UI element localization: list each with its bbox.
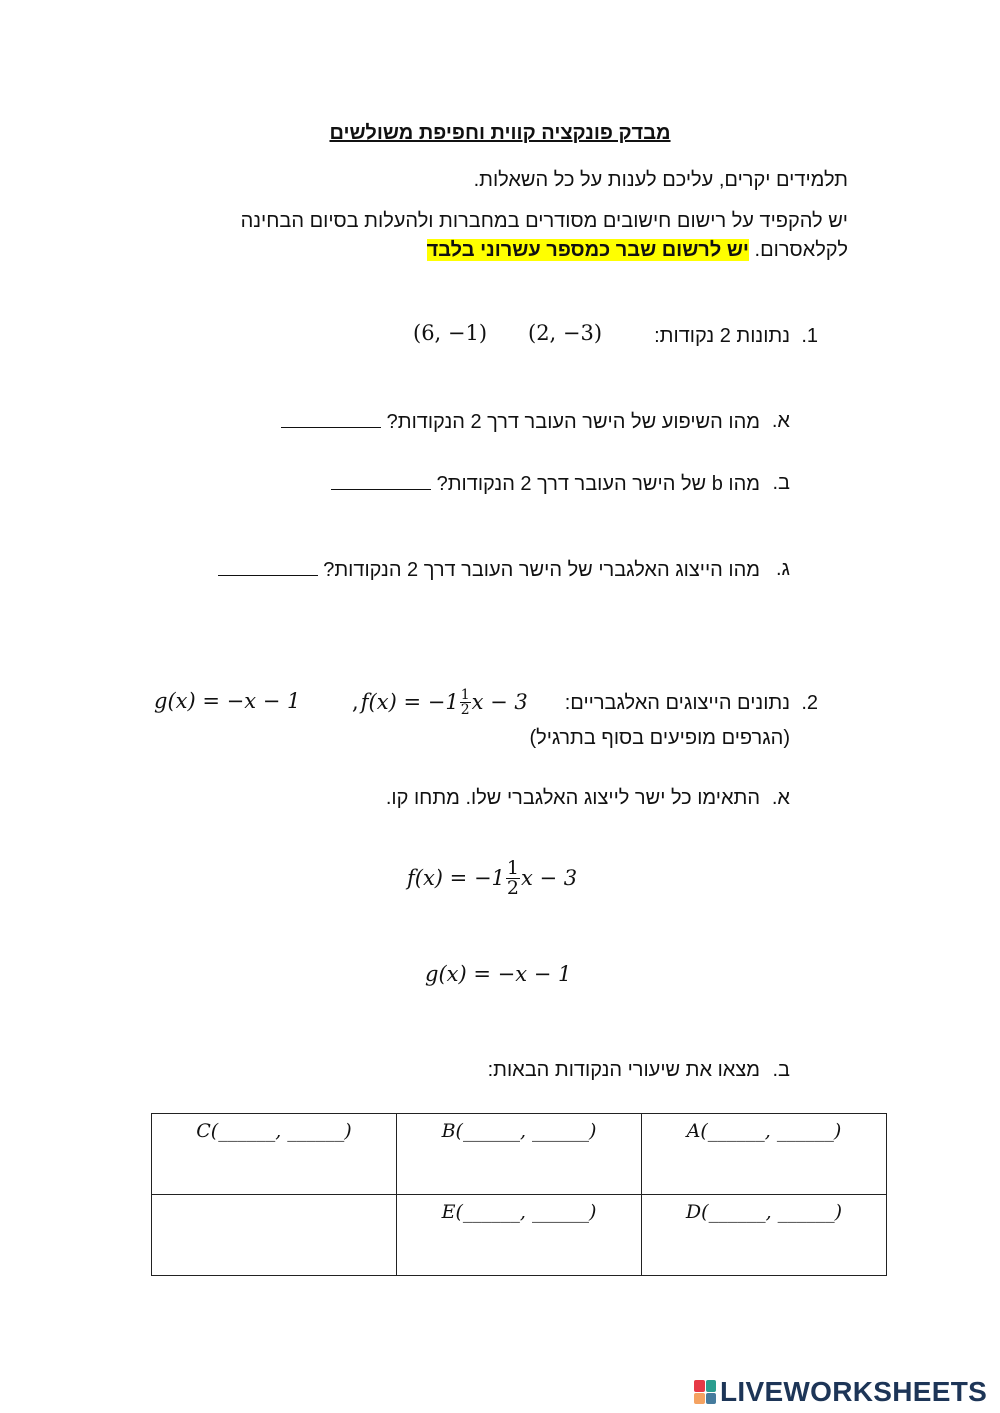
logo-square-1: [694, 1380, 705, 1392]
q1b-row: [331, 469, 760, 498]
q1c-answer-input[interactable]: [218, 555, 318, 576]
q2-f-formula[interactable]: [407, 850, 577, 906]
point-e-cell[interactable]: [397, 1195, 642, 1276]
logo-square-2: [706, 1380, 717, 1392]
q1b-answer-input[interactable]: [331, 469, 431, 490]
instruction-classroom: לקלאסרום.: [754, 239, 848, 261]
decimal-highlight: יש לרשום שבר כמספר עשרוני בלבד: [426, 239, 749, 261]
q2a-label: א.: [771, 787, 790, 809]
q2-number: 2.: [801, 692, 818, 714]
q1b-label: ב.: [772, 472, 790, 494]
table-row: [152, 1195, 887, 1276]
q2-f-inline-rhs: x − 3: [471, 690, 528, 714]
q2-f-formula-rhs: x − 3: [521, 866, 578, 890]
points-table: [151, 1113, 887, 1276]
logo-text: LIVEWORKSHEETS: [720, 1376, 988, 1407]
q1a-text: מהו השיפוע של הישר העובר דרך 2 הנקודות?: [386, 411, 760, 433]
instruction-line-1: יש להקפיד על רישום חישובים מסודרים במחברות ולהעלות בסיום הבחינה: [240, 210, 848, 232]
logo-icon: [694, 1380, 716, 1404]
q1c-label: ג.: [775, 558, 790, 580]
q2-f-inline-den: 2: [460, 701, 470, 718]
point-a-cell[interactable]: [642, 1114, 887, 1195]
q2b-label: ב.: [772, 1059, 790, 1081]
empty-cell: [152, 1195, 397, 1276]
q1-number: 1.: [801, 325, 818, 347]
q2-note: (הגרפים מופיעים בסוף בתרגיל): [529, 727, 790, 749]
table-row: [152, 1114, 887, 1195]
q2-f-formula-num: 1: [506, 856, 519, 879]
q1a-row: [281, 407, 760, 436]
logo-square-3: [694, 1393, 705, 1405]
logo-square-4: [706, 1393, 717, 1405]
q1a-label: א.: [771, 410, 790, 432]
q2b-text: מצאו את שיעורי הנקודות הבאות:: [487, 1059, 760, 1081]
point-a-input[interactable]: A(______, ______): [686, 1120, 842, 1142]
point-e-input[interactable]: E(______, ______): [441, 1201, 597, 1223]
q1-point-1: (2, −3): [528, 321, 603, 345]
q2-g-inline: g(x) = −x − 1: [154, 689, 301, 713]
q2-f-inline-num: 1: [460, 686, 470, 703]
q1a-answer-input[interactable]: [281, 407, 381, 428]
point-b-cell[interactable]: [397, 1114, 642, 1195]
q1-point-2: (6, −1): [413, 321, 488, 345]
q2-f-formula-den: 2: [506, 876, 519, 899]
q2-f-formula-lhs: f(x) = −1: [407, 866, 505, 890]
q2-f-inline: , f(x) = −1 $\frac{1}{2}$ x − 3: [352, 686, 528, 718]
q1c-text: מהו הייצוג האלגברי של הישר העובר דרך 2 הנקודות?: [323, 559, 760, 581]
point-d-cell[interactable]: [642, 1195, 887, 1276]
q1-text: נתונות 2 נקודות:: [654, 325, 790, 347]
q2-text: נתונים הייצוגים האלגבריים:: [564, 692, 790, 714]
point-b-input[interactable]: B(______, ______): [441, 1120, 597, 1142]
intro-text: תלמידים יקרים, עליכם לענות על כל השאלות.: [473, 169, 848, 191]
q2a-text: התאימו כל ישר לייצוג האלגברי שלו. מתחו קו.: [385, 787, 760, 809]
q2-f-inline-lhs: f(x) = −1: [360, 690, 459, 714]
q2-f-formula-fraction: [506, 856, 520, 899]
liveworksheets-logo[interactable]: [694, 1376, 994, 1408]
q2-f-inline-fraction: [460, 688, 471, 717]
point-d-input[interactable]: D(______, ______): [685, 1201, 843, 1223]
q1b-text: מהו b של הישר העובר דרך 2 הנקודות?: [436, 473, 760, 495]
point-c-cell[interactable]: [152, 1114, 397, 1195]
instruction-line-2: [427, 236, 848, 264]
page-title: מבדק פונקציה קווית וחפיפת משולשים: [329, 122, 671, 144]
q2-g-formula[interactable]: g(x) = −x − 1: [425, 962, 572, 986]
point-c-input[interactable]: C(______, ______): [196, 1120, 352, 1142]
q1c-row: [218, 555, 760, 584]
